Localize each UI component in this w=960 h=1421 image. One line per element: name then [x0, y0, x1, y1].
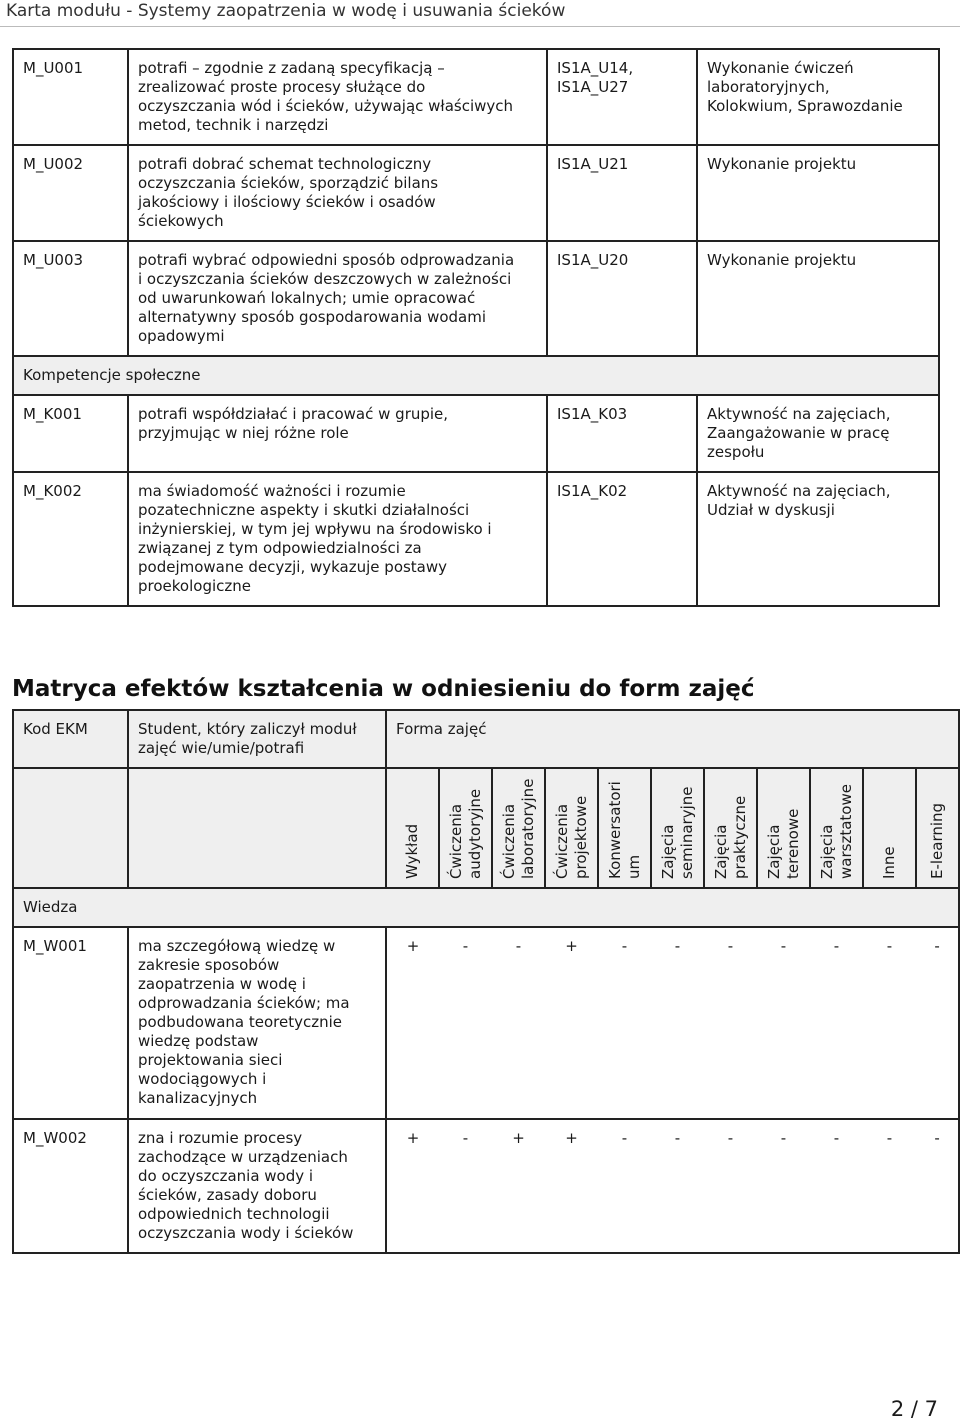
form-mark: -	[916, 1119, 959, 1253]
page-header	[0, 0, 960, 27]
form-header	[545, 768, 598, 888]
text-line: i oczyszczania ścieków deszczowych w zależności	[138, 270, 512, 288]
text-line: oczyszczania wody i ścieków	[138, 1224, 354, 1242]
header-student	[128, 710, 386, 768]
form-mark: -	[757, 1119, 810, 1253]
form-header	[810, 768, 863, 888]
text-line: um	[624, 854, 643, 879]
matrix-header-row	[13, 710, 959, 768]
text-line: ścieków, zasady doboru	[138, 1186, 317, 1204]
text-line: alternatywny sposób gospodarowania wodami	[138, 308, 487, 326]
form-mark: +	[386, 927, 439, 1119]
text-line: Zajęcia	[817, 824, 836, 879]
header-form: Forma zajęć	[386, 710, 959, 768]
learning-effects-table	[12, 48, 940, 607]
text-line: potrafi wybrać odpowiedni sposób odprowadzania	[138, 251, 515, 269]
text-line: Wykonanie projektu	[707, 155, 857, 173]
form-label	[606, 781, 644, 879]
text-line: pozatechniczne aspekty i skutki działalności	[138, 501, 470, 519]
text-line: zachodzące w urządzeniach	[138, 1148, 348, 1166]
form-mark: -	[704, 927, 757, 1119]
text-line: IS1A_U21	[557, 155, 629, 173]
text-line: audytoryjne	[465, 788, 484, 879]
form-label	[500, 779, 538, 879]
verification-method	[697, 49, 939, 145]
text-line: laboratoryjnych,	[707, 78, 830, 96]
form-label	[928, 803, 947, 879]
form-header-wrap	[652, 769, 703, 879]
effect-code: M_K002	[13, 472, 128, 606]
form-mark: -	[598, 1119, 651, 1253]
effect-description	[128, 472, 547, 606]
text-line: związanej z tym odpowiedzialności za	[138, 539, 422, 557]
text-line: IS1A_U14,	[557, 59, 634, 77]
effect-description	[128, 241, 547, 356]
matrix-title: Matryca efektów kształcenia w odniesieniu do form zajęć	[12, 676, 755, 702]
text-line: Zajęcia	[764, 824, 783, 879]
form-header	[651, 768, 704, 888]
form-header-wrap	[705, 769, 756, 879]
text-line: seminaryjne	[677, 786, 696, 879]
text-line: ściekowych	[138, 212, 224, 230]
text-line: Aktywność na zajęciach,	[707, 482, 891, 500]
effect-reference	[547, 145, 697, 241]
effect-reference	[547, 241, 697, 356]
text-line: oczyszczania ścieków, sporządzić bilans	[138, 174, 439, 192]
form-label	[765, 809, 803, 879]
form-mark: -	[757, 927, 810, 1119]
effect-reference	[547, 49, 697, 145]
text-line: Wykonanie projektu	[707, 251, 857, 269]
form-mark: -	[863, 927, 916, 1119]
form-mark: -	[863, 1119, 916, 1253]
effect-code: M_W002	[13, 1119, 128, 1253]
text-line: IS1A_U27	[557, 78, 629, 96]
form-mark: +	[492, 1119, 545, 1253]
form-mark: -	[598, 927, 651, 1119]
form-mark: +	[545, 1119, 598, 1253]
effect-description	[128, 1119, 386, 1253]
text-line: warsztatowe	[836, 784, 855, 879]
effect-code: M_U001	[13, 49, 128, 145]
text-line: inżynierskiej, w tym jej wpływu na środowisko i	[138, 520, 492, 538]
text-line: wiedzę podstaw	[138, 1032, 259, 1050]
form-header-wrap	[387, 769, 438, 879]
table-row	[13, 49, 939, 145]
form-mark: -	[651, 1119, 704, 1253]
text-line: podbudowana teoretycznie	[138, 1013, 343, 1031]
section-row	[13, 356, 939, 395]
text-line: laboratoryjne	[518, 778, 537, 879]
text-line: Aktywność na zajęciach,	[707, 405, 891, 423]
text-line: potrafi współdziałać i pracować w grupie,	[138, 405, 449, 423]
form-header	[492, 768, 545, 888]
form-mark: -	[916, 927, 959, 1119]
effect-code: M_U003	[13, 241, 128, 356]
form-header	[757, 768, 810, 888]
verification-method	[697, 145, 939, 241]
form-header-wrap	[599, 769, 650, 879]
form-header	[863, 768, 916, 888]
header-blank	[13, 768, 128, 888]
text-line: metod, technik i narzędzi	[138, 116, 329, 134]
verification-method	[697, 472, 939, 606]
form-mark: -	[651, 927, 704, 1119]
form-mark: +	[386, 1119, 439, 1253]
form-mark: -	[810, 1119, 863, 1253]
page-header-title: Karta modułu - Systemy zaopatrzenia w wodę i usuwania ścieków	[6, 1, 566, 21]
effect-description	[128, 49, 547, 145]
effect-code: M_W001	[13, 927, 128, 1119]
form-header-wrap	[758, 769, 809, 879]
verification-method	[697, 395, 939, 472]
text-line: Inne	[879, 846, 898, 879]
form-mark: -	[810, 927, 863, 1119]
text-line: zaopatrzenia w wodę i	[138, 975, 306, 993]
section-knowledge: Wiedza	[13, 888, 959, 927]
section-row	[13, 888, 959, 927]
effect-description	[128, 395, 547, 472]
text-line: IS1A_K02	[557, 482, 628, 500]
text-line: odpowiednich technologii	[138, 1205, 330, 1223]
form-label	[880, 846, 899, 879]
text-line: terenowe	[783, 808, 802, 879]
form-label	[818, 784, 856, 879]
verification-method	[697, 241, 939, 356]
forms-row	[13, 768, 959, 888]
text-line: Konwersatori	[605, 781, 624, 879]
form-header	[704, 768, 757, 888]
text-line: proekologiczne	[138, 577, 251, 595]
effect-description	[128, 927, 386, 1119]
text-line: zna i rozumie procesy	[138, 1129, 303, 1147]
effect-code: M_U002	[13, 145, 128, 241]
header-blank	[128, 768, 386, 888]
effect-description	[128, 145, 547, 241]
table-row	[13, 927, 959, 1119]
text-line: Wykonanie ćwiczeń	[707, 59, 854, 77]
form-header	[916, 768, 959, 888]
form-header-wrap	[493, 769, 544, 879]
table-row	[13, 1119, 959, 1253]
form-header-wrap	[546, 769, 597, 879]
text-line: praktyczne	[730, 795, 749, 879]
text-line: jakościowy i ilościowy ścieków i osadów	[138, 193, 436, 211]
form-mark: -	[704, 1119, 757, 1253]
text-line: zajęć wie/umie/potrafi	[138, 739, 305, 757]
form-header-wrap	[811, 769, 862, 879]
table-row	[13, 395, 939, 472]
text-line: wodociągowych i	[138, 1070, 267, 1088]
text-line: Ćwiczenia	[446, 803, 465, 879]
form-header	[386, 768, 439, 888]
text-line: Udział w dyskusji	[707, 501, 835, 519]
text-line: od uwarunkowań lokalnych; umie opracować	[138, 289, 476, 307]
effect-reference	[547, 395, 697, 472]
text-line: Zajęcia	[711, 824, 730, 879]
form-header-wrap	[917, 769, 958, 879]
text-line: Kolokwium, Sprawozdanie	[707, 97, 903, 115]
form-mark: -	[492, 927, 545, 1119]
text-line: Student, który zaliczył moduł	[138, 720, 357, 738]
text-line: IS1A_U20	[557, 251, 629, 269]
form-header-wrap	[864, 769, 915, 879]
text-line: opadowymi	[138, 327, 225, 345]
text-line: ma szczegółową wiedzę w	[138, 937, 336, 955]
text-line: zespołu	[707, 443, 765, 461]
form-label	[553, 796, 591, 879]
form-label	[659, 787, 697, 879]
text-line: podejmowane decyzji, wykazuje postawy	[138, 558, 448, 576]
effect-reference	[547, 472, 697, 606]
form-label	[403, 824, 422, 879]
form-header-wrap	[440, 769, 491, 879]
text-line: potrafi – zgodnie z zadaną specyfikacją –	[138, 59, 445, 77]
text-line: E-learning	[927, 802, 946, 879]
header-code: Kod EKM	[13, 710, 128, 768]
text-line: zakresie sposobów	[138, 956, 280, 974]
text-line: potrafi dobrać schemat technologiczny	[138, 155, 432, 173]
text-line: kanalizacyjnych	[138, 1089, 258, 1107]
effect-code: M_K001	[13, 395, 128, 472]
text-line: Wykład	[402, 823, 421, 879]
text-line: odprowadzania ścieków; ma	[138, 994, 350, 1012]
text-line: Zaangażowanie w pracę	[707, 424, 890, 442]
form-label	[447, 789, 485, 879]
section-social-competences: Kompetencje społeczne	[13, 356, 939, 395]
text-line: IS1A_K03	[557, 405, 628, 423]
text-line: Zajęcia	[658, 824, 677, 879]
form-mark: -	[439, 927, 492, 1119]
text-line: oczyszczania wód i ścieków, używając właściwych	[138, 97, 514, 115]
matrix-table	[12, 709, 960, 1254]
form-header	[439, 768, 492, 888]
text-line: Ćwiczenia	[552, 803, 571, 879]
table-row	[13, 145, 939, 241]
text-line: zrealizować proste procesy służące do	[138, 78, 426, 96]
text-line: Ćwiczenia	[499, 803, 518, 879]
table-row	[13, 241, 939, 356]
form-mark: -	[439, 1119, 492, 1253]
text-line: ma świadomość ważności i rozumie	[138, 482, 406, 500]
form-header	[598, 768, 651, 888]
form-label	[712, 796, 750, 879]
text-line: projektowe	[571, 795, 590, 879]
text-line: przyjmując w niej różne role	[138, 424, 349, 442]
form-mark: +	[545, 927, 598, 1119]
page-number: 2 / 7	[890, 1397, 938, 1421]
table-row	[13, 472, 939, 606]
text-line: do oczyszczania wody i	[138, 1167, 314, 1185]
text-line: projektowania sieci	[138, 1051, 283, 1069]
